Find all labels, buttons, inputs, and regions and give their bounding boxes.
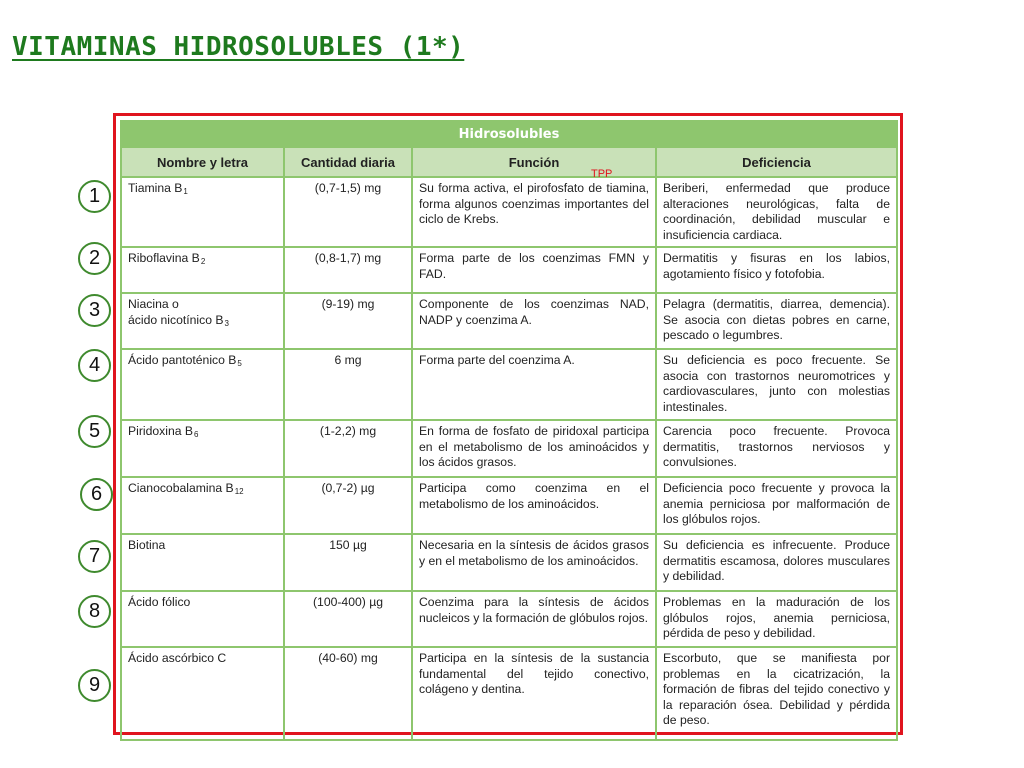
function-text: Forma parte del coenzima A. [419,353,575,367]
table-row [121,349,897,420]
vitamin-subscript: 3 [224,318,229,328]
deficiency-text: Pelagra (dermatitis, diarrea, demencia). Se asocia con dietas pobres en carne, pescado o legumbres. [656,293,897,349]
vitamin-name: Tiamina B [128,181,183,195]
table-row [121,177,897,247]
vitamin-name: Piridoxina B [128,424,194,438]
table-row [121,247,897,293]
row-number-marker: 5 [78,415,111,448]
column-header-name: Nombre y letra [121,147,284,177]
row-number-marker: 1 [78,180,111,213]
deficiency-text: Beriberi, enfermedad que produce alteraciones neurológicas, falta de coordinación, debilidad muscular e insuficiencia cardiaca. [656,177,897,247]
vitamin-subscript: 1 [183,187,188,196]
vitamin-name: Ácido ascórbico C [128,651,227,665]
vitamin-name-cell [121,591,284,647]
deficiency-text: Escorbuto, que se manifiesta por problemas en la cicatrización, la formación de fibras del tejido conectivo y la reparación ósea. Debilidad y pérdida de peso. [656,647,897,740]
function-cell [412,293,656,349]
vitamin-name-cell [121,647,284,740]
deficiency-text: Su deficiencia es infrecuente. Produce dermatitis escamosa, dolores musculares y debilidad. [656,534,897,591]
function-cell [412,168,656,247]
vitamin-name: Ácido pantoténico B [128,353,237,367]
daily-amount: (40-60) mg [284,647,412,740]
vitamin-subscript: 2 [200,257,206,266]
deficiency-text: Deficiencia poco frecuente y provoca la anemia perniciosa por malformación de los glóbulos rojos. [656,477,897,534]
daily-amount: (0,7-1,5) mg [284,177,412,247]
vitamin-name-line2: ácido nicotínico B [128,312,224,327]
deficiency-text: Problemas en la maduración de los glóbulos rojos, anemia perniciosa, pérdida de peso y debilidad. [656,591,897,647]
function-text: Forma parte de los coenzimas FMN y FAD. [419,251,649,281]
row-number-marker: 7 [78,540,111,573]
table-row [121,477,897,534]
row-number-marker: 6 [80,478,113,511]
function-cell [412,591,656,647]
vitamin-subscript: 12 [234,487,244,496]
vitamin-name-cell [121,420,284,477]
vitamin-name: Niacina o [128,297,179,311]
daily-amount: 150 µg [284,534,412,591]
table-row [121,534,897,591]
function-text: Participa en la síntesis de la sustancia fundamental del tejido conectivo, colágeno y dentina. [419,651,649,696]
slide-title: VITAMINAS HIDROSOLUBLES (1*) [12,32,465,62]
table-heading: Hidrosolubles [121,121,897,147]
vitamins-table [120,120,898,741]
row-number-marker: 2 [78,242,111,275]
function-text: Su forma activa, el pirofosfato de tiamina, forma algunos coenzimas importantes del ciclo de Krebs. [419,181,649,226]
deficiency-text: Dermatitis y fisuras en los labios, agotamiento físico y fotofobia. [656,247,897,293]
tpp-annotation: TPP [591,168,613,180]
function-text: Componente de los coenzimas NAD, NADP y coenzima A. [419,297,649,327]
function-cell [412,349,656,420]
daily-amount: 6 mg [284,349,412,420]
row-number-marker: 4 [78,349,111,382]
daily-amount: (1-2,2) mg [284,420,412,477]
function-cell [412,647,656,740]
column-header-deficiency: Deficiencia [656,147,897,177]
function-cell [412,477,656,534]
daily-amount: (0,7-2) µg [284,477,412,534]
vitamin-subscript: 6 [194,430,199,439]
function-cell [412,420,656,477]
vitamin-name: Cianocobalamina B [128,481,234,495]
column-header-quantity: Cantidad diaria [284,147,412,177]
daily-amount: (100-400) µg [284,591,412,647]
vitamin-name: Riboflavina B [128,251,200,265]
row-number-marker: 9 [78,669,111,702]
table-row [121,420,897,477]
table-row [121,293,897,349]
function-cell [412,247,656,293]
deficiency-text: Su deficiencia es poco frecuente. Se asocia con trastornos neuromotrices y cardiovasculares, junto con molestias intestinales. [656,349,897,420]
function-text: En forma de fosfato de piridoxal participa en el metabolismo de los aminoácidos y los ácidos grasos. [419,424,649,469]
vitamin-name: Ácido fólico [128,595,191,609]
table-row [121,647,897,740]
vitamin-name: Biotina [128,538,166,552]
vitamin-name-cell [121,349,284,420]
row-number-marker: 3 [78,294,111,327]
daily-amount: (0,8-1,7) mg [284,247,412,293]
column-header-function: Función [412,147,656,177]
function-cell [412,534,656,591]
deficiency-text: Carencia poco frecuente. Provoca dermatitis, trastornos nerviosos y convulsiones. [656,420,897,477]
function-text: Coenzima para la síntesis de ácidos nucleicos y la formación de glóbulos rojos. [419,595,649,625]
table-frame [113,113,903,735]
vitamin-name-cell [121,534,284,591]
vitamin-subscript: 5 [237,359,242,368]
vitamin-name-cell [121,247,284,293]
function-text: Necesaria en la síntesis de ácidos grasos y en el metabolismo de los aminoácidos. [419,538,649,568]
vitamin-name-cell [121,177,284,247]
daily-amount: (9-19) mg [284,293,412,349]
vitamin-name-cell [121,293,284,349]
row-number-marker: 8 [78,595,111,628]
table-row [121,591,897,647]
function-text: Participa como coenzima en el metabolismo de los aminoácidos. [419,481,649,511]
vitamin-name-cell [121,477,284,534]
